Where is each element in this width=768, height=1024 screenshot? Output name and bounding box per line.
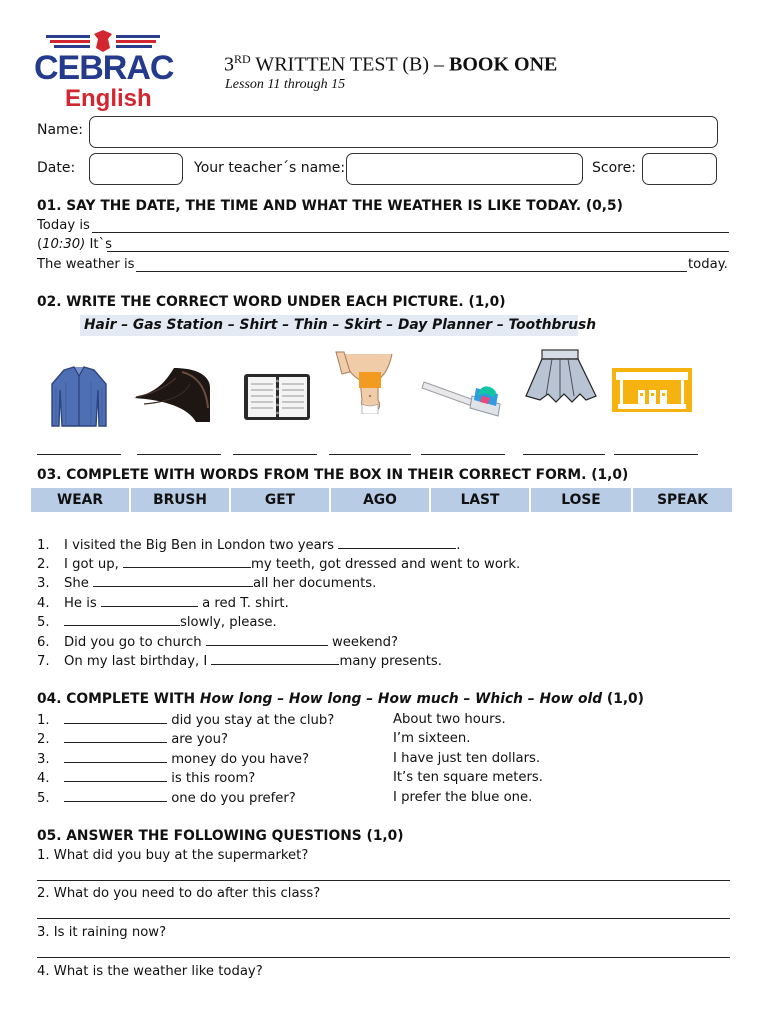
shirt-picture xyxy=(46,364,112,430)
item-question: are you? xyxy=(167,732,228,747)
q4-heading xyxy=(37,691,644,707)
q4-answer: I prefer the blue one. xyxy=(393,790,533,805)
q3-item xyxy=(37,537,460,554)
q1-line1-blank[interactable] xyxy=(92,232,729,233)
answer-blank[interactable] xyxy=(64,770,167,782)
item-text: weekend? xyxy=(327,635,398,650)
q3-heading: 03. COMPLETE WITH WORDS FROM THE BOX IN THEIR CORRECT FORM. (1,0) xyxy=(37,467,629,483)
answer-blank[interactable] xyxy=(64,712,167,724)
day-planner-picture xyxy=(242,372,312,422)
q3-item xyxy=(37,556,520,573)
title-number: 3 xyxy=(224,53,234,76)
q3-item xyxy=(37,595,289,612)
answer-blank[interactable] xyxy=(64,790,167,802)
q2-word-list: Hair – Gas Station – Shirt – Thin – Skirt – Day Planner – Toothbrush xyxy=(80,315,578,336)
title-bold: BOOK ONE xyxy=(449,53,558,76)
q1-line2-time: 10:30) xyxy=(42,237,86,252)
hair-answer-line[interactable] xyxy=(137,454,221,455)
item-question: is this room? xyxy=(167,771,256,786)
answer-blank[interactable] xyxy=(338,537,456,549)
q5-answer-line[interactable] xyxy=(37,918,730,919)
q5-answer-line[interactable] xyxy=(37,957,730,958)
thin-picture xyxy=(332,350,398,414)
word-box-cell: SPEAK xyxy=(633,488,732,512)
item-text: a red T. shirt. xyxy=(197,596,289,611)
q5-question: 4. What is the weather like today? xyxy=(37,964,263,979)
item-text: . xyxy=(456,538,461,553)
q3-item xyxy=(37,575,376,592)
q1-line2-open: ( xyxy=(37,237,43,252)
item-number: 7. xyxy=(37,654,50,669)
item-text: I visited the Big Ben in London two years xyxy=(64,538,339,553)
q5-heading: 05. ANSWER THE FOLLOWING QUESTIONS (1,0) xyxy=(37,828,404,844)
q4-item xyxy=(37,790,296,807)
q1-line2-rest: It`s xyxy=(85,237,113,252)
toothbrush-answer-line[interactable] xyxy=(421,454,505,455)
word-box-cell: AGO xyxy=(331,488,429,512)
toothbrush-picture xyxy=(420,370,504,422)
item-number: 6. xyxy=(37,635,50,650)
item-number: 5. xyxy=(37,615,50,630)
answer-blank[interactable] xyxy=(64,614,180,626)
q4-heading-options: How long – How long – How much – Which – How old xyxy=(199,691,603,707)
q4-answer: About two hours. xyxy=(393,712,506,727)
answer-blank[interactable] xyxy=(206,634,328,646)
q5-question: 3. Is it raining now? xyxy=(37,925,167,940)
item-text: She xyxy=(64,576,94,591)
score-label: Score: xyxy=(592,160,636,176)
q3-item xyxy=(37,634,398,651)
q1-line3-blank[interactable] xyxy=(136,271,687,272)
name-label: Name: xyxy=(37,122,84,138)
q4-answer: I’m sixteen. xyxy=(393,731,471,746)
teacher-label: Your teacher´s name: xyxy=(194,160,346,176)
answer-blank[interactable] xyxy=(101,595,198,607)
answer-blank[interactable] xyxy=(93,575,253,587)
title-middle: WRITTEN TEST (B) – xyxy=(250,53,449,76)
q4-heading-start: 04. COMPLETE WITH xyxy=(37,691,200,707)
item-number: 1. xyxy=(37,713,50,728)
item-number: 4. xyxy=(37,596,50,611)
q4-item xyxy=(37,731,228,748)
q2-heading: 02. WRITE THE CORRECT WORD UNDER EACH PICTURE. (1,0) xyxy=(37,294,506,310)
item-text: He is xyxy=(64,596,101,611)
page-subtitle: Lesson 11 through 15 xyxy=(225,77,346,92)
thin-answer-line[interactable] xyxy=(329,454,411,455)
answer-blank[interactable] xyxy=(64,751,167,763)
item-text: Did you go to church xyxy=(64,635,206,650)
item-number: 3. xyxy=(37,576,50,591)
q5-question: 2. What do you need to do after this class? xyxy=(37,886,321,901)
q1-heading: 01. SAY THE DATE, THE TIME AND WHAT THE WEATHER IS LIKE TODAY. (0,5) xyxy=(37,198,623,214)
q1-line3-label: The weather is xyxy=(37,257,135,272)
q1-line2 xyxy=(37,237,112,253)
q4-heading-end: (1,0) xyxy=(602,691,644,707)
logo-sub: English xyxy=(65,85,152,112)
shirt-answer-line[interactable] xyxy=(37,454,121,455)
logo-brand: CEBRAC xyxy=(34,49,174,87)
answer-blank[interactable] xyxy=(211,653,339,665)
gas-station-answer-line[interactable] xyxy=(614,454,698,455)
word-box-cell: BRUSH xyxy=(131,488,229,512)
skirt-picture xyxy=(524,346,598,406)
word-box-cell: GET xyxy=(231,488,329,512)
q3-item xyxy=(37,653,442,670)
q5-answer-line[interactable] xyxy=(37,880,730,881)
answer-blank[interactable] xyxy=(123,556,251,568)
name-field[interactable] xyxy=(89,116,718,148)
word-box-cell: WEAR xyxy=(31,488,129,512)
day-planner-answer-line[interactable] xyxy=(233,454,317,455)
cebrac-logo xyxy=(34,30,172,114)
item-number: 1. xyxy=(37,538,50,553)
item-text: slowly, please. xyxy=(180,615,277,630)
item-question: money do you have? xyxy=(167,752,309,767)
hair-picture xyxy=(132,368,210,422)
q4-item xyxy=(37,770,255,787)
date-label: Date: xyxy=(37,160,76,176)
item-question: did you stay at the club? xyxy=(167,713,335,728)
word-box-cell: LOSE xyxy=(531,488,631,512)
title-superscript: RD xyxy=(234,52,251,66)
q4-item xyxy=(37,751,309,768)
item-text: On my last birthday, I xyxy=(64,654,212,669)
item-number: 2. xyxy=(37,732,50,747)
q4-item xyxy=(37,712,334,729)
item-number: 2. xyxy=(37,557,50,572)
q4-answer: It’s ten square meters. xyxy=(393,770,543,785)
item-text: all her documents. xyxy=(253,576,377,591)
item-number: 3. xyxy=(37,752,50,767)
q5-question: 1. What did you buy at the supermarket? xyxy=(37,848,309,863)
word-box-cell: LAST xyxy=(431,488,529,512)
date-field[interactable] xyxy=(89,153,183,185)
item-number: 5. xyxy=(37,791,50,806)
item-number: 4. xyxy=(37,771,50,786)
page-title xyxy=(224,52,557,77)
q1-line1-label: Today is xyxy=(37,218,90,233)
item-text: I got up, xyxy=(64,557,123,572)
item-question: one do you prefer? xyxy=(167,791,296,806)
q4-answer: I have just ten dollars. xyxy=(393,751,541,766)
q3-item xyxy=(37,614,277,631)
item-text: many presents. xyxy=(339,654,442,669)
teacher-field[interactable] xyxy=(346,153,583,185)
q1-line2-blank[interactable] xyxy=(107,251,729,252)
score-field[interactable] xyxy=(642,153,717,185)
skirt-answer-line[interactable] xyxy=(523,454,605,455)
q1-line3-end: today. xyxy=(688,257,728,272)
item-text: my teeth, got dressed and went to work. xyxy=(251,557,521,572)
gas-station-picture xyxy=(612,368,692,412)
answer-blank[interactable] xyxy=(64,731,167,743)
